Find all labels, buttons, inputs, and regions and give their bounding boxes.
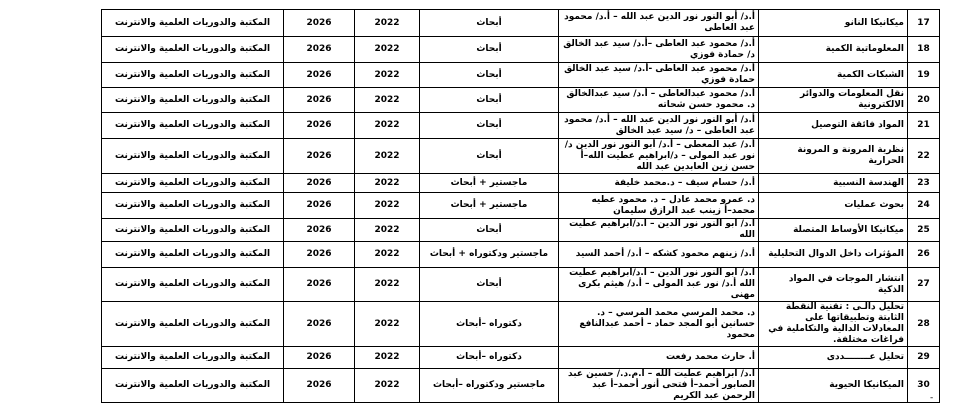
row-number-cell: 22 [908,139,940,174]
supervisors-cell: د. محمد المرسي محمد المرسي – د. حسانين أبو المجد حماد – أحمد عبدالنافع محمود [559,302,759,347]
start-year-cell: 2022 [355,193,420,219]
start-year-cell: 2022 [355,268,420,302]
topic-title-cell: نظرية المرونة و المرونة الحرارية [759,139,908,174]
page-footer-mark: - [930,393,934,403]
topic-title-cell: انتشار الموجات في المواد الذكية [759,268,908,302]
research-type-cell: دكتوراه –أبحاث [420,347,559,369]
row-number-cell: 30 [908,369,940,403]
supervisors-cell: أ.د/ حسام سيف – د.محمد خليفة [559,174,759,193]
supervisors-cell: أ.د/ محمود عبد العاطى –أ.د/ سيد عبد الخالق د/ حمادة فوزي [559,37,759,63]
end-year-cell: 2026 [284,113,355,139]
topic-title-cell: نقل المعلومات والدوائر الالكترونية [759,88,908,113]
sources-cell: المكتبة والدوريات العلمية والانترنت [102,63,284,88]
start-year-cell: 2022 [355,88,420,113]
row-number-cell: 17 [908,10,940,37]
research-type-cell: أبحاث [420,113,559,139]
supervisors-cell: أ.د/ محمود عبد العاطى -أ.د/ سيد عبد الخالق حمادة فوزي [559,63,759,88]
table-row [102,63,940,88]
research-type-cell: أبحاث [420,268,559,302]
row-number-cell: 29 [908,347,940,369]
research-plan-table [101,9,940,403]
sources-cell: المكتبة والدوريات العلمية والانترنت [102,37,284,63]
table-row [102,193,940,219]
end-year-cell: 2026 [284,242,355,268]
table-row [102,139,940,174]
table-row [102,113,940,139]
research-type-cell: أبحاث [420,88,559,113]
sources-cell: المكتبة والدوريات العلمية والانترنت [102,268,284,302]
topic-title-cell: الميكانيكا الحيوية [759,369,908,403]
sources-cell: المكتبة والدوريات العلمية والانترنت [102,369,284,403]
supervisors-cell: أ.د/ أبو النور نور الدين – أ.د/ابراهيم عطيت الله أ.د/ نور عبد المولى – أ.د/ هيثم بكرى مهنى [559,268,759,302]
sources-cell: المكتبة والدوريات العلمية والانترنت [102,302,284,347]
research-type-cell: ماجستير ودكتوراه –أبحاث [420,369,559,403]
research-type-cell: أبحاث [420,219,559,242]
row-number-cell: 18 [908,37,940,63]
start-year-cell: 2022 [355,219,420,242]
research-type-cell: أبحاث [420,37,559,63]
topic-title-cell: المعلوماتية الكمية [759,37,908,63]
research-type-cell: ماجستير ودكتوراه + أبحاث [420,242,559,268]
row-number-cell: 24 [908,193,940,219]
start-year-cell: 2022 [355,242,420,268]
sources-cell: المكتبة والدوريات العلمية والانترنت [102,88,284,113]
research-type-cell: أبحاث [420,139,559,174]
supervisors-cell: أ.د/ زينهم محمود كشكه – أ.د/ أحمد السيد [559,242,759,268]
topic-title-cell: ميكانيكا النانو [759,10,908,37]
topic-title-cell: تحليل دالـى : تقنية النقطة الثابتة وتطبيقاتها على المعادلات الدالية والتكاملية في فراغات مختلفة. [759,302,908,347]
table-row [102,268,940,302]
topic-title-cell: ميكانيكا الأوساط المتصلة [759,219,908,242]
sources-cell: المكتبة والدوريات العلمية والانترنت [102,113,284,139]
end-year-cell: 2026 [284,302,355,347]
topic-title-cell: تحليل عــــــــددى [759,347,908,369]
end-year-cell: 2026 [284,10,355,37]
table-row [102,347,940,369]
end-year-cell: 2026 [284,174,355,193]
start-year-cell: 2022 [355,139,420,174]
row-number-cell: 21 [908,113,940,139]
row-number-cell: 27 [908,268,940,302]
supervisors-cell: أ. حارث محمد رفعت [559,347,759,369]
sources-cell: المكتبة والدوريات العلمية والانترنت [102,347,284,369]
table-row [102,10,940,37]
supervisors-cell: أ.د/ محمود عبدالعاطى – أ.د/ سيد عبدالخالق د. محمود حسن شحاته [559,88,759,113]
supervisors-cell: د. عمرو محمد عادل – د. محمود عطيه محمد–أ زينب عبد الرازق سليمان [559,193,759,219]
row-number-cell: 19 [908,63,940,88]
sources-cell: المكتبة والدوريات العلمية والانترنت [102,139,284,174]
topic-title-cell: الشبكات الكمية [759,63,908,88]
sources-cell: المكتبة والدوريات العلمية والانترنت [102,242,284,268]
start-year-cell: 2022 [355,63,420,88]
table-row [102,369,940,403]
row-number-cell: 28 [908,302,940,347]
table-row [102,88,940,113]
supervisors-cell: أ.د/ أبو النور نور الدين عبد الله – أ.د/ محمود عبد العاطى [559,10,759,37]
row-number-cell: 20 [908,88,940,113]
research-type-cell: أبحاث [420,10,559,37]
sources-cell: المكتبة والدوريات العلمية والانترنت [102,10,284,37]
topic-title-cell: المواد فائقة التوصيل [759,113,908,139]
topic-title-cell: الهندسة النسبية [759,174,908,193]
topic-title-cell: المؤثرات داخل الدوال التحليلية [759,242,908,268]
end-year-cell: 2026 [284,219,355,242]
table-row [102,219,940,242]
row-number-cell: 23 [908,174,940,193]
start-year-cell: 2022 [355,369,420,403]
supervisors-cell: أ.د/ أبو النور نور الدين – أ.د/ابراهيم عطيت الله [559,219,759,242]
supervisors-cell: أ.د/ عبد المعطى – أ.د/ أبو النور نور الدين د/ نور عبد المولى – د/ابراهيم عطيت الله–أ حسن زين العابدين عبد الله [559,139,759,174]
table-body [102,10,940,403]
table-row [102,242,940,268]
research-type-cell: أبحاث [420,63,559,88]
end-year-cell: 2026 [284,63,355,88]
start-year-cell: 2022 [355,302,420,347]
end-year-cell: 2026 [284,193,355,219]
sources-cell: المكتبة والدوريات العلمية والانترنت [102,219,284,242]
end-year-cell: 2026 [284,369,355,403]
start-year-cell: 2022 [355,37,420,63]
table-row [102,37,940,63]
row-number-cell: 26 [908,242,940,268]
end-year-cell: 2026 [284,347,355,369]
table-row [102,302,940,347]
end-year-cell: 2026 [284,88,355,113]
topic-title-cell: بحوث عمليات [759,193,908,219]
end-year-cell: 2026 [284,139,355,174]
start-year-cell: 2022 [355,113,420,139]
research-type-cell: ماجستير + أبحاث [420,174,559,193]
start-year-cell: 2022 [355,10,420,37]
sources-cell: المكتبة والدوريات العلمية والانترنت [102,193,284,219]
row-number-cell: 25 [908,219,940,242]
supervisors-cell: أ.د/ أبو النور نور الدين عبد الله – أ.د/ محمود عبد العاطى – د/ سيد عبد الخالق [559,113,759,139]
sources-cell: المكتبة والدوريات العلمية والانترنت [102,174,284,193]
research-type-cell: ماجستير + أبحاث [420,193,559,219]
research-type-cell: دكتوراه –أبحاث [420,302,559,347]
end-year-cell: 2026 [284,37,355,63]
supervisors-cell: أ.د/ ابراهيم عطيت الله – أ.م.د./ حسين عبد الصابور أحمد–أ فتحى أنور أحمد–أ عبد الرحمن عبد الكريم [559,369,759,403]
start-year-cell: 2022 [355,174,420,193]
end-year-cell: 2026 [284,268,355,302]
start-year-cell: 2022 [355,347,420,369]
table-row [102,174,940,193]
